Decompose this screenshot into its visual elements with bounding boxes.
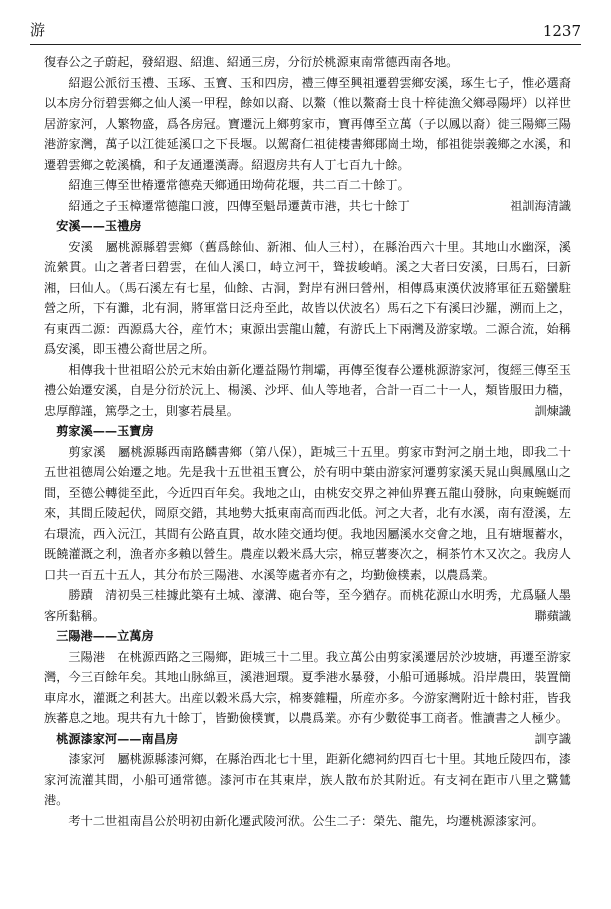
section-title: 三陽港——立萬房: [56, 629, 154, 643]
body-paragraph: [44, 442, 571, 586]
body-paragraph: [44, 811, 571, 832]
paragraph-text: 相傳我十世祖昭公於元末始由新化遷益陽竹荆壩，再傳至復春公遷桃源游家河，復經三傳至玉禮公始遷安溪，自是分衍於沅上、楊溪、沙坪、仙人等地者，合計一百二十一人，類皆服田力穡，忠厚醇謹，篤學之士，則寥若晨星。: [44, 362, 571, 418]
body-paragraph: [44, 360, 571, 422]
body-paragraph: [44, 585, 571, 626]
paragraph-text: 紹通之子玉樟遷常德龍口渡，四傳至魁昂遷黃市港，共七十餘丁: [68, 198, 410, 213]
body-paragraph: [44, 52, 571, 73]
page-body: [44, 52, 571, 901]
section-title: 安溪——玉禮房: [56, 219, 142, 233]
paragraph-text: 勝蹟 清初吳三桂據此築有土城、濠溝、砲台等，至今猶存。而桃花源山水明秀，尤爲騷人墨客所黏稱。: [44, 588, 571, 623]
author-signature: 訓煉識: [534, 403, 571, 418]
paragraph-text: 考十二世祖南昌公於明初由新化遷武陵河洑。公生二子：榮先、龍先，均遷桃源漆家河。: [68, 813, 544, 828]
author-signature: 聯蘋識: [534, 608, 571, 623]
page-number: 1237: [542, 22, 581, 40]
paragraph-text: 安溪 屬桃源縣碧雲鄉（舊爲餘仙、新湘、仙人三村），在縣治西六十里。其地山水幽深，溪流縈貫。山之著者曰碧雲，在仙人溪口，峙立河干，聳拔峻峭。溪之大者曰安溪，曰馬石，曰新湘，曰仙人。（馬石溪左有七星，仙餘、古洞，對岸有洲曰營州，相傳爲東漢伏波將軍征五谿蠻駐營之所，下有灘，北有洞，將軍當日泛舟至此，故皆以伏波名）馬石之下有溪曰沙羅，溯而上之，有東西二源：西源爲大谷，産竹木；東源出雲龍山麓，有游氏上下兩灣及游家墩。二源合流，始稱爲安溪，即玉禮公裔世居之所。: [44, 239, 571, 356]
header-title: 游: [30, 21, 46, 39]
body-paragraph: [44, 237, 571, 360]
page-header: [30, 14, 581, 40]
paragraph-text: 漆家河 屬桃源縣漆河鄉，在縣治西北七十里，距新化總祠約四百七十里。其地丘陵四布，漆家河流灌其間，小船可通常德。漆河市在其東岸，族人散布於其附近。有支祠在距市八里之鷺鷥港。: [44, 752, 571, 807]
header-rule: [30, 44, 581, 45]
author-signature: 訓亨識: [534, 731, 571, 746]
body-paragraph: [44, 175, 571, 196]
paragraph-text: 復春公之子蔚起，發紹遐、紹進、紹通三房，分衍於桃源東南常德西南各地。: [44, 55, 459, 69]
paragraph-text: 紹遐公派衍玉禮、玉琢、玉寶、玉和四房，禮三傳至興祖遷碧雲鄉安溪，琢生七子，惟必選裔以本房分衍碧雲鄉之仙人溪一甲程，餘如以裔、以鰲（惟以鰲裔士良十梓徒漁父鄉尋陽坪）以祥世居游家河，人繁物盛，爲各房冠。寶遷沅上鄉剪家市，寶再傳至立萬（子以鳳以裔）徙三陽鄉三陽港游家灣，萬子以江徙延溪口之下長堰。以駕裔仁祖徒棲書鄉鄖崗土坳，郁祖徙崇義鄉之水溪，和遷碧雲鄉之乾溪橋，和子友通遷漢壽。紹遐房共有人丁七百九十餘。: [44, 75, 571, 172]
paragraph-text: 三陽港 在桃源西路之三陽鄉，距城三十二里。我立萬公由剪家溪遷居於沙坡塘，再遷至游家灣，今三百餘年矣。其地山脉綿亘，溪港迴環。夏季港水暴發，小船可通縣城。沿岸農田，裝置簡車戽水，灌溉之利甚大。出産以穀米爲大宗，棉麥雜糧，所産亦多。今游家灣附近十餘村莊，皆我族蕃息之地。現共有九十餘丁，皆勤儉樸實，以農爲業。亦有少數從事工商者。惟讀書之人極少。: [44, 649, 571, 725]
paragraph-text: 紹進三傳至世椿遷常德堯天鄉通田坳荷花堰，共二百二十餘丁。: [68, 178, 410, 192]
section-title: 桃源漆家河——南昌房: [56, 731, 179, 746]
section-title: 剪家溪——玉寶房: [56, 424, 154, 438]
author-signature: 祖訓海清識: [510, 198, 571, 213]
body-paragraph: [44, 73, 571, 176]
paragraph-text: 剪家溪 屬桃源縣西南路麟書鄉（第八保），距城三十五里。剪家市對河之崩土地，即我二十五世祖德周公始遷之地。先是我十五世祖玉寶公，於有明中葉由游家河遷剪家溪天晁山與鳳凰山之間，至德公轉徙至此，今近四百年矣。我地之山，由桃安交界之神仙界賽五龍山發脉，向東蜿蜒而來，其間丘陵起伏，岡原交錯，其地勢大抵東南高而西北低。河之大者，北有水溪，南有澄溪，左右環流，西入沅江，其間有公路直貫，故水陸交通均便。我地因屬溪水交會之地，且有塘堰蓄水，既饒灌溉之利，漁者亦多賴以營生。農産以穀米爲大宗，棉豆薯麥次之，桐茶竹木又次之。我房人口共一百五十五人，其分布於三陽港、水溪等處者亦有之，均勤儉樸素，以農爲業。: [44, 444, 571, 582]
body-paragraph: [44, 749, 571, 811]
body-paragraph: [44, 196, 571, 217]
